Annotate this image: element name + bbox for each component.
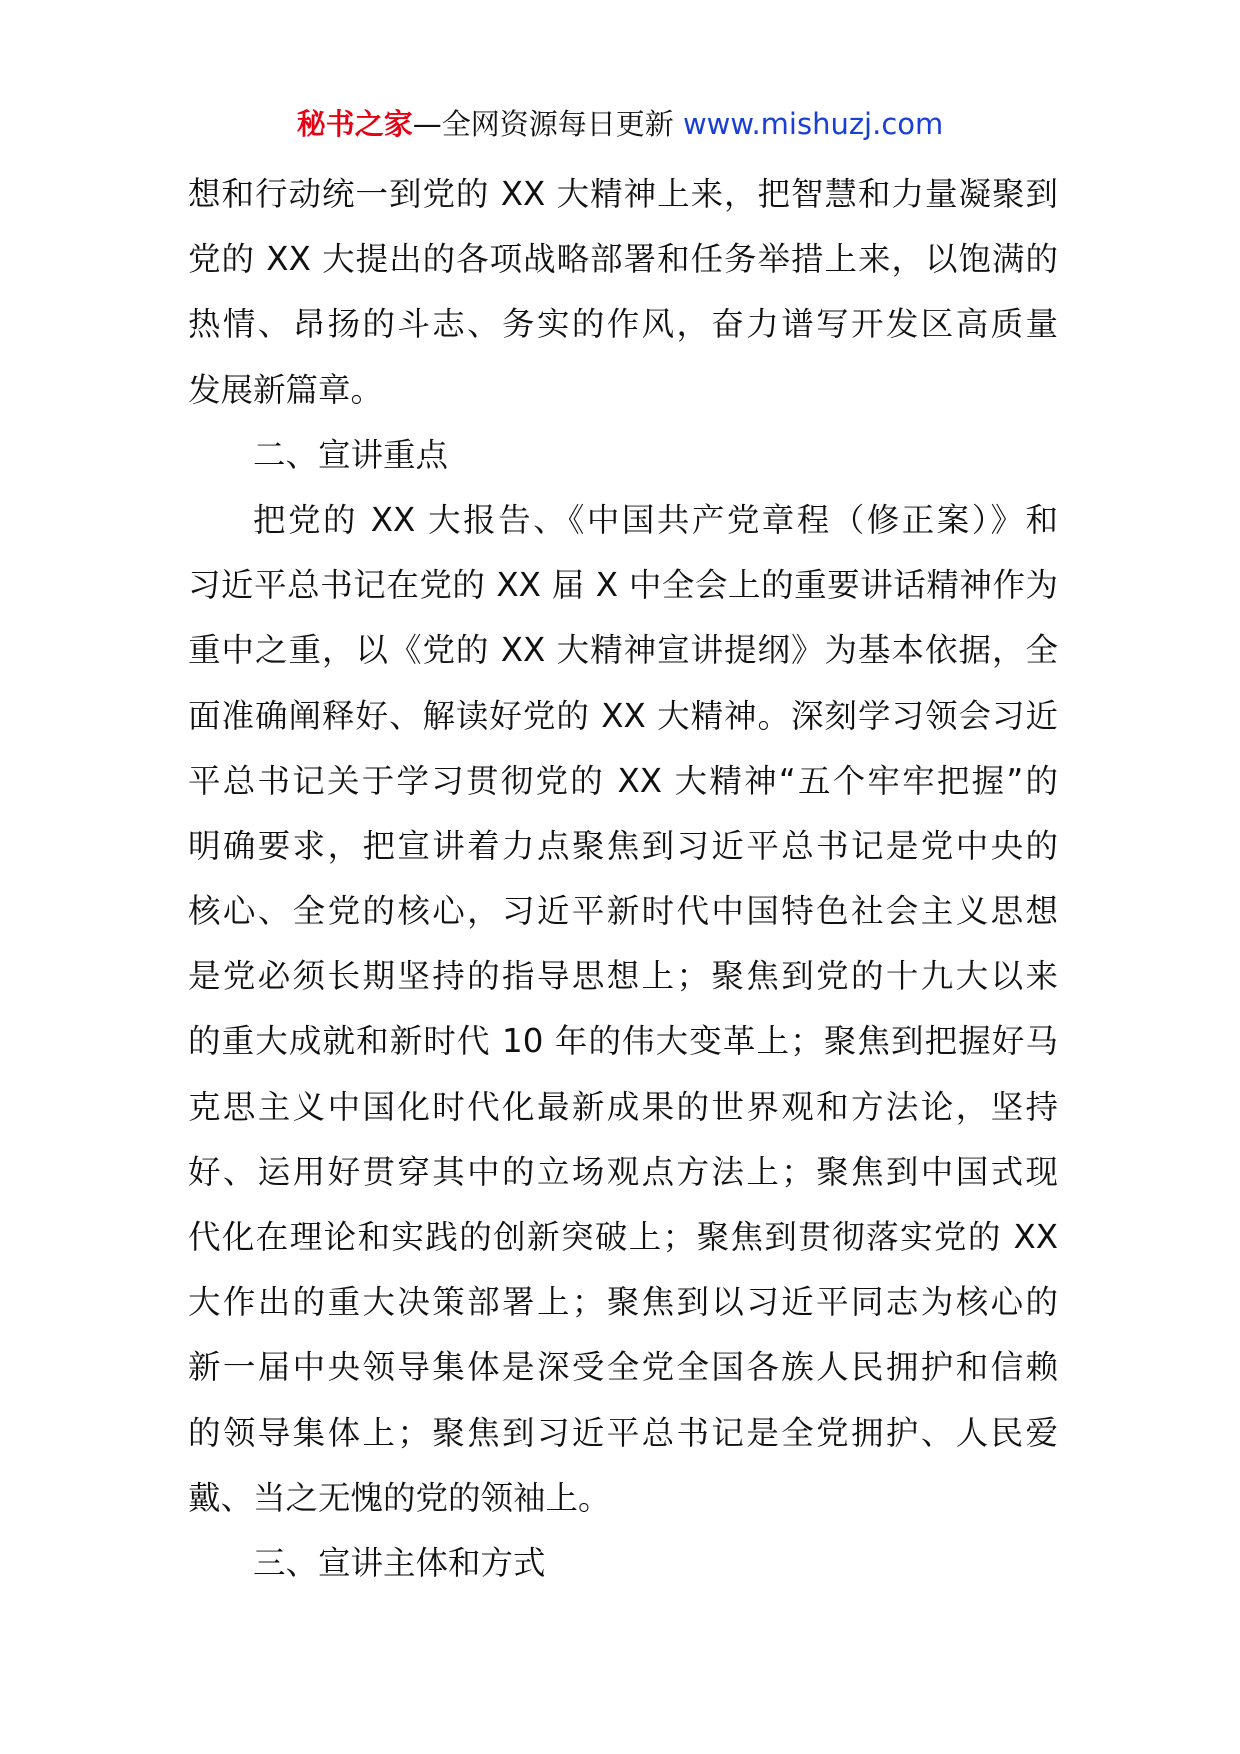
text-line: 戴、当之无愧的党的领袖上。 — [188, 1478, 611, 1517]
text-line: 克思主义中国化时代化最新成果的世界观和方法论，坚持 — [188, 1087, 1058, 1126]
text-line: 的重大成就和新时代 10 年的伟大变革上；聚焦到把握好马 — [188, 1022, 1058, 1061]
text-line: 好、运用好贯穿其中的立场观点方法上；聚焦到中国式现 — [188, 1152, 1058, 1191]
text-line: 发展新篇章。 — [188, 370, 384, 409]
text-line: 重中之重，以《党的 XX 大精神宣讲提纲》为基本依据，全 — [188, 631, 1058, 670]
paragraph-1 — [188, 162, 1058, 423]
text-line: 代化在理论和实践的创新突破上；聚焦到贯彻落实党的 XX — [188, 1218, 1058, 1256]
text-line: 面准确阐释好、解读好党的 XX 大精神。深刻学习领会习近 — [188, 696, 1058, 735]
text-line: 新一届中央领导集体是深受全党全国各族人民拥护和信赖 — [188, 1348, 1058, 1387]
section-heading-2: 二、宣讲重点 — [253, 435, 449, 474]
paragraph-2 — [188, 488, 1058, 1531]
section-heading-3: 三、宣讲主体和方式 — [253, 1543, 546, 1582]
text-line: 党的 XX 大提出的各项战略部署和任务举措上来，以饱满的 — [188, 240, 1058, 279]
text-line: 明确要求，把宣讲着力点聚焦到习近平总书记是党中央的 — [188, 826, 1058, 865]
text-line: 想和行动统一到党的 XX 大精神上来，把智慧和力量凝聚到 — [188, 175, 1058, 213]
text-line: 核心、全党的核心，习近平新时代中国特色社会主义思想 — [188, 892, 1058, 931]
text-line: 大作出的重大决策部署上；聚焦到以习近平同志为核心的 — [188, 1283, 1058, 1322]
brand-name: 秘书之家 — [296, 107, 413, 141]
page-header — [0, 104, 1240, 144]
text-line: 习近平总书记在党的 XX 届 X 中全会上的重要讲话精神作为 — [188, 566, 1058, 605]
text-line: 热情、昂扬的斗志、务实的作风，奋力谱写开发区高质量 — [188, 305, 1058, 344]
document-body — [188, 162, 1058, 1596]
text-line: 的领导集体上；聚焦到习近平总书记是全党拥护、人民爱 — [188, 1413, 1058, 1452]
header-slogan: —全网资源每日更新 — [412, 107, 674, 141]
text-line: 把党的 XX 大报告、《中国共产党章程（修正案）》和 — [253, 500, 1058, 539]
website-link[interactable]: www.mishuzj.com — [682, 107, 944, 141]
text-line: 平总书记关于学习贯彻党的 XX 大精神“五个牢牢把握”的 — [188, 761, 1058, 800]
text-line: 是党必须长期坚持的指导思想上；聚焦到党的十九大以来 — [188, 957, 1058, 996]
